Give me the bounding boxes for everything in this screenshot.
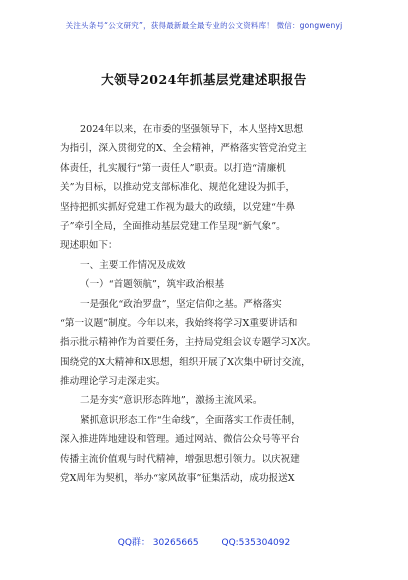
body-line: 2024年以来，在市委的坚强领导下，本人坚持X思想 — [80, 124, 304, 135]
footer-qq-number: QQ:535304092 — [221, 538, 291, 548]
body-line: 传播主流价值观与时代精神，增强思想引领力。以庆祝建 — [60, 453, 300, 465]
body-line: 子”牵引全局，全面推动基层党建工作呈现“新气象”。 — [60, 220, 286, 232]
body-line: 推动理论学习走深走实。 — [60, 376, 166, 388]
body-line: “第一议题”制度。今年以来，我始终将学习X重要讲话和 — [60, 317, 298, 329]
footer-contact — [0, 535, 408, 548]
body-line: 深入推进阵地建设和管理。通过网站、微信公众号等平台 — [60, 434, 300, 446]
body-line: 一、主要工作情况及成效 — [80, 259, 186, 271]
body-line: 二是夯实“意识形态阵地”，激扬主流风采。 — [80, 395, 263, 407]
body-line: 指示批示精神作为首要任务，主持局党组会议专题学习X次。 — [60, 337, 317, 349]
promo-banner: 关注头条号“公文研究”，获得最新最全最专业的公文资料库！ 微信：gongwenyj — [65, 21, 343, 30]
body-line: 现述职如下： — [60, 240, 118, 252]
body-line: 坚持把抓实抓好党建工作视为最大的政绩，以党建“牛鼻 — [60, 201, 296, 213]
body-line: 一是强化“政治罗盘”，坚定信仰之基。严格落实 — [80, 298, 282, 310]
document-body — [60, 120, 356, 488]
body-line: 党X周年为契机，举办“家风故事”征集活动，成功报送X — [60, 473, 295, 485]
body-line: 为指引，深入贯彻党的X、全会精神，严格落实管党治党主 — [60, 143, 307, 155]
body-line: 关”为目标，以推动党支部标准化、规范化建设为抓手， — [60, 182, 296, 194]
body-line: 紧抓意识形态工作“生命线”，全面落实工作责任制， — [80, 414, 301, 426]
body-line: （一）“首题领航”，筑牢政治根基 — [80, 279, 225, 291]
body-line: 围绕党的X大精神和X思想，组织开展了X次集中研讨交流， — [60, 356, 311, 368]
document-title: 大领导2024年抓基层党建述职报告 — [101, 72, 307, 87]
body-line: 体责任，扎实履行“第一责任人”职责。以打造“清廉机 — [60, 162, 286, 174]
footer-qq-group: QQ群： 30265665 — [117, 538, 199, 548]
